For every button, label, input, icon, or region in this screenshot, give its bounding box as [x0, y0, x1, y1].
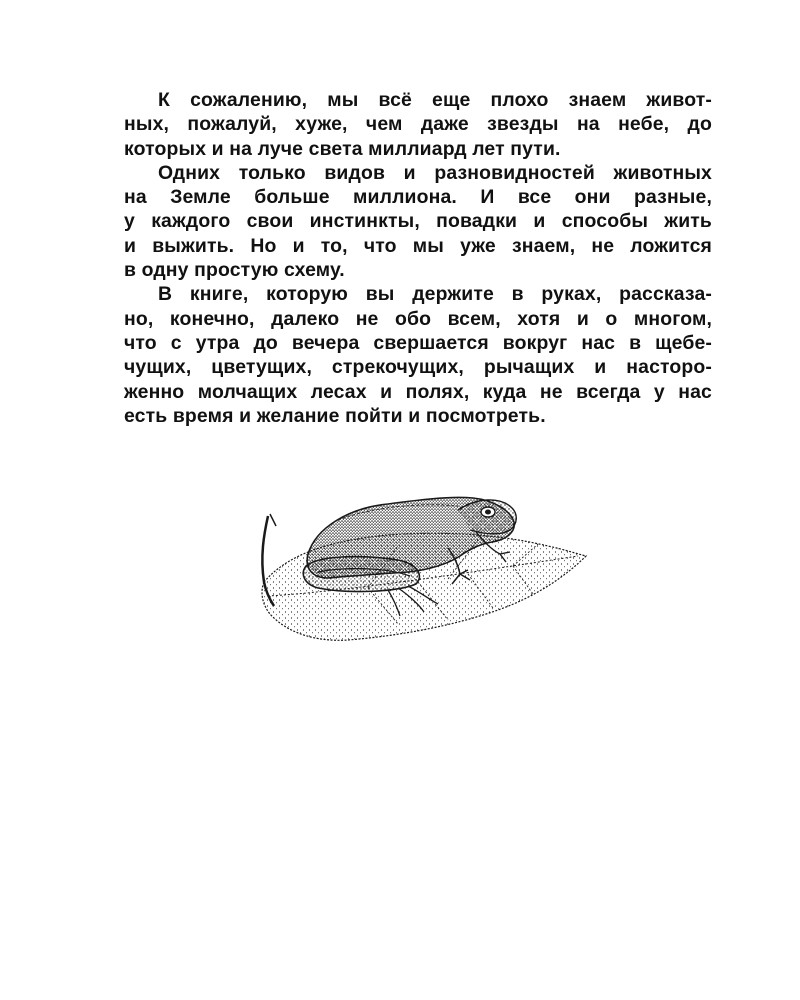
text-line: ных, пожалуй, хуже, чем даже звезды на небе, до	[124, 113, 712, 136]
text-line: В книге, которую вы держите в руках, рассказа-	[158, 283, 712, 306]
body-text	[124, 88, 712, 428]
text-line: Одних только видов и разновидностей животных	[158, 161, 712, 184]
text-line: женно молчащих лесах и полях, куда не всегда у нас	[124, 380, 712, 403]
text-line: на Земле больше миллиона. И все они разные,	[124, 186, 712, 209]
text-line: чущих, цветущих, стрекочущих, рычащих и насторо-	[124, 356, 712, 379]
paragraph-2	[124, 161, 712, 282]
paragraph-3	[124, 282, 712, 428]
text-line: и выжить. Но и то, что мы уже знаем, не ложится	[124, 234, 712, 257]
text-line: есть время и желание пойти и посмотреть.	[124, 404, 546, 427]
text-line: у каждого свои инстинкты, повадки и способы жить	[124, 210, 712, 233]
text-line: в одну простую схему.	[124, 259, 345, 282]
paragraph-1	[124, 88, 712, 161]
text-line: что с утра до вечера свершается вокруг нас в щебе-	[124, 331, 712, 354]
text-line: К сожалению, мы всё еще плохо знаем живот-	[158, 89, 712, 111]
frog-on-leaf-illustration	[248, 484, 588, 646]
text-line: но, конечно, далеко не обо всем, хотя и о многом,	[124, 307, 712, 330]
text-line: которых и на луче света миллиард лет пути.	[124, 137, 561, 160]
